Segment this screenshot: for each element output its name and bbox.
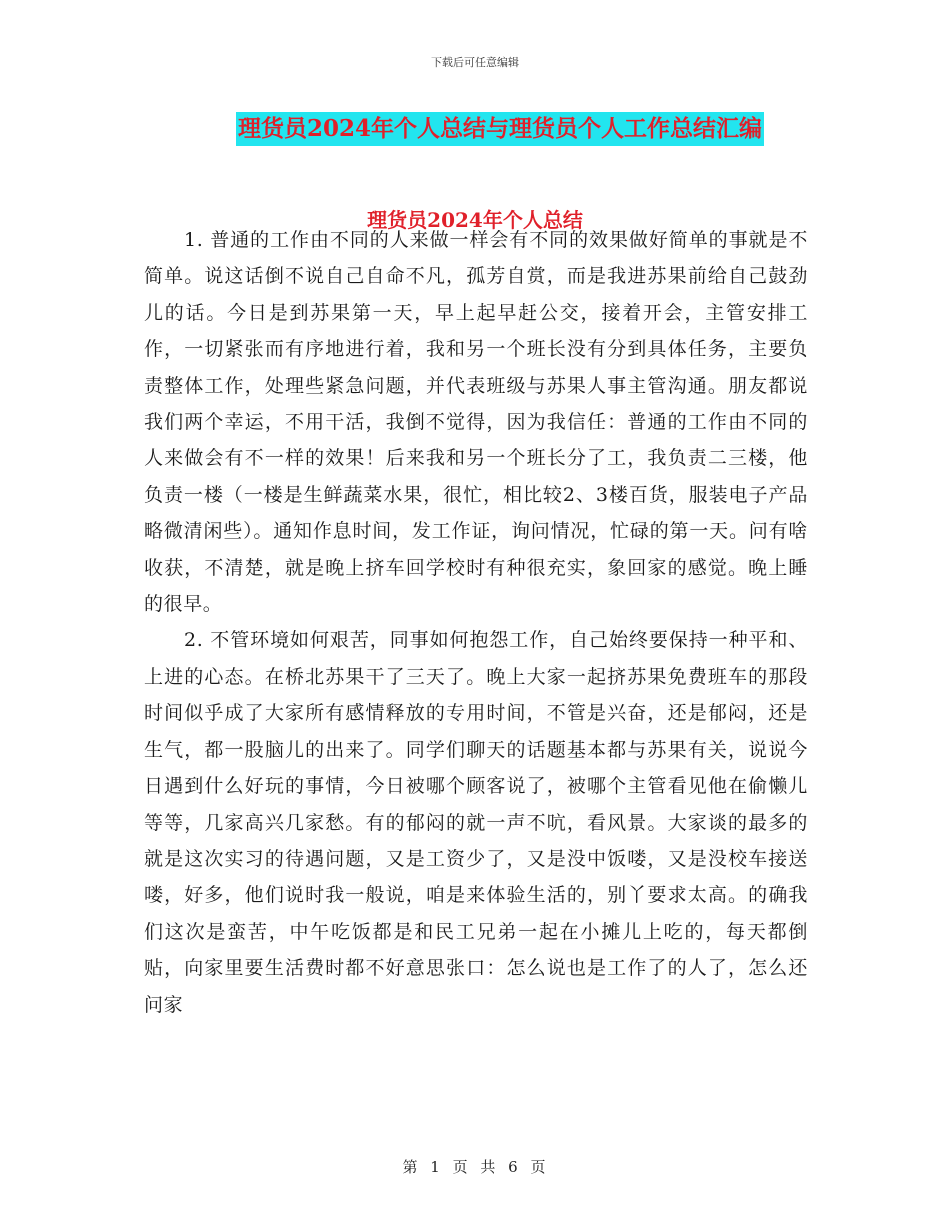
- document-title-wrapper: [0, 112, 950, 146]
- page-header-note: 下载后可任意编辑: [431, 56, 519, 69]
- section-title: 理货员2024年个人总结: [367, 208, 583, 232]
- document-title: 理货员2024年个人总结与理货员个人工作总结汇编: [236, 112, 764, 146]
- document-body: [144, 222, 808, 1023]
- paragraph-1: 1. 普通的工作由不同的人来做一样会有不同的效果做好简单的事就是不简单。说这话倒不说自己自命不凡，孤芳自赏，而是我进苏果前给自己鼓劲儿的话。今日是到苏果第一天，早上起早赶公交，接着开会，主管安排工作，一切紧张而有序地进行着，我和另一个班长没有分到具体任务，主要负责整体工作，处理些紧急问题，并代表班级与苏果人事主管沟通。朋友都说我们两个幸运，不用干活，我倒不觉得，因为我信任：普通的工作由不同的人来做会有不一样的效果！后来我和另一个班长分了工，我负责二三楼，他负责一楼（一楼是生鲜蔬菜水果，很忙，相比较2、3楼百货，服装电子产品略微清闲些）。通知作息时间，发工作证，询问情况，忙碌的第一天。问有啥收获，不清楚，就是晚上挤车回学校时有种很充实，象回家的感觉。晚上睡的很早。: [144, 229, 808, 616]
- paragraph-2: 2. 不管环境如何艰苦，同事如何抱怨工作，自己始终要保持一种平和、上进的心态。在桥北苏果干了三天了。晚上大家一起挤苏果免费班车的那段时间似乎成了大家所有感情释放的专用时间，不管是兴奋，还是郁闷，还是生气，都一股脑儿的出来了。同学们聊天的话题基本都与苏果有关，说说今日遇到什么好玩的事情，今日被哪个顾客说了，被哪个主管看见他在偷懒儿等等，几家高兴几家愁。有的郁闷的就一声不吭，看风景。大家谈的最多的就是这次实习的待遇问题，又是工资少了，又是没中饭喽，又是没校车接送喽，好多，他们说时我一般说，咱是来体验生活的，别丫要求太高。的确我们这次是蛮苦，中午吃饭都是和民工兄弟一起在小摊儿上吃的，每天都倒贴，向家里要生活费时都不好意思张口：怎么说也是工作了的人了，怎么还问家: [144, 629, 808, 1016]
- page-number-footer: 第 1 页 共 6 页: [402, 1158, 548, 1176]
